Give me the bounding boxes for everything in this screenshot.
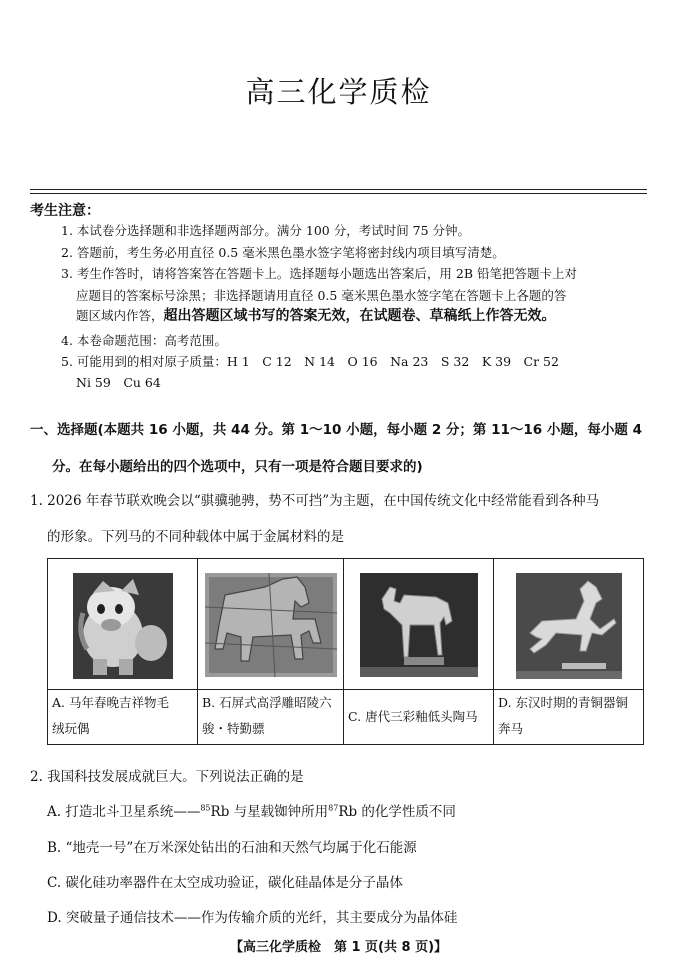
header-rule-thin	[30, 193, 647, 194]
notice-heading: 考生注意：	[30, 203, 100, 219]
option-d-caption	[494, 690, 644, 745]
q1-stem-line-1: 1. 2026 年春节联欢晚会以“骐骥驰骋，势不可挡”为主题，在中国传统文化中经常能看到各种马	[30, 493, 600, 509]
notice-item-4: 4. 本卷命题范围：高考范围。	[61, 333, 227, 348]
q2-option-b: B. “地壳一号”在万米深处钻出的石油和天然气均属于化石能源	[47, 840, 417, 856]
notice-item-3-line-2: 应题目的答案标号涂黑；非选择题请用直径 0.5 毫米黑色墨水签字笔在答题卡上各题的答	[76, 288, 567, 303]
option-c-caption	[344, 690, 494, 745]
notice-item-5: 5. 可能用到的相对原子质量：H 1 C 12 N 14 O 16 Na 23 S 32 K 39 Cr 52	[61, 354, 559, 369]
q2-option-c: C. 碳化硅功率器件在太空成功验证，碳化硅晶体是分子晶体	[47, 875, 403, 891]
notice-item-3-line-1: 3. 考生作答时，请将答案答在答题卡上。选择题每小题选出答案后，用 2B 铅笔把答题卡上对	[61, 266, 577, 281]
option-b-caption-line-2: 骏・特勤骠	[202, 721, 265, 736]
tricolor-pottery-horse-icon	[360, 573, 478, 677]
option-b-caption	[198, 690, 344, 745]
q1-options-table	[47, 558, 644, 745]
notice-item-2: 2. 答题前，考生务必用直径 0.5 毫米黑色墨水签字笔将密封线内项目填写清楚。	[61, 245, 505, 260]
option-a-image-cell	[48, 559, 198, 690]
section-1-heading-line-1: 一、选择题(本题共 16 小题，共 44 分。第 1～10 小题，每小题 2 分；第 11～16 小题，每小题 4	[30, 422, 642, 438]
page-footer: 【高三化学质检 第 1 页(共 8 页)】	[229, 940, 448, 955]
notice-item-1: 1. 本试卷分选择题和非选择题两部分。满分 100 分，考试时间 75 分钟。	[61, 223, 471, 238]
q2-option-a-prefix: A. 打造北斗卫星系统——	[47, 804, 201, 820]
option-d-caption-line-2: 奔马	[498, 721, 524, 736]
notice-item-3-line-3	[76, 305, 556, 325]
option-c-image-cell	[344, 559, 494, 690]
notice-warning-bold: 超出答题区域书写的答案无效，在试题卷、草稿纸上作答无效。	[163, 308, 556, 324]
header-rule-thick	[30, 189, 647, 190]
option-c-caption-line-1: C. 唐代三彩釉低头陶马	[348, 709, 478, 724]
q2-option-a-mass-87: 87	[328, 803, 339, 813]
q2-option-a-middle: Rb 与星载铷钟所用	[210, 804, 329, 820]
q2-option-a	[47, 800, 456, 820]
page-title: 高三化学质检	[245, 75, 432, 109]
q2-option-a-mass-85: 85	[200, 803, 211, 813]
plush-horse-icon	[73, 573, 173, 679]
q2-option-d: D. 突破量子通信技术——作为传输介质的光纤，其主要成分为晶体硅	[47, 910, 458, 926]
option-a-caption-line-1: A. 马年春晚吉祥物毛	[52, 695, 169, 710]
option-b-image-cell	[198, 559, 344, 690]
q1-stem-line-2: 的形象。下列马的不同种载体中属于金属材料的是	[47, 529, 344, 545]
option-d-image-cell	[494, 559, 644, 690]
q2-stem: 2. 我国科技发展成就巨大。下列说法正确的是	[30, 769, 304, 785]
option-a-caption	[48, 690, 198, 745]
section-1-heading-line-2: 分。在每小题给出的四个选项中，只有一项是符合题目要求的)	[52, 459, 423, 475]
stone-relief-horse-icon	[205, 573, 337, 677]
notice-item-3-line-3-prefix: 题区域内作答，	[76, 308, 164, 323]
option-a-caption-line-2: 绒玩偶	[52, 721, 90, 736]
option-b-caption-line-1: B. 石屏式高浮雕昭陵六	[202, 695, 332, 710]
bronze-galloping-horse-icon	[516, 573, 622, 679]
option-d-caption-line-1: D. 东汉时期的青铜器铜	[498, 695, 629, 710]
q2-option-a-suffix: Rb 的化学性质不同	[338, 804, 456, 820]
notice-item-5-cont: Ni 59 Cu 64	[76, 375, 161, 390]
